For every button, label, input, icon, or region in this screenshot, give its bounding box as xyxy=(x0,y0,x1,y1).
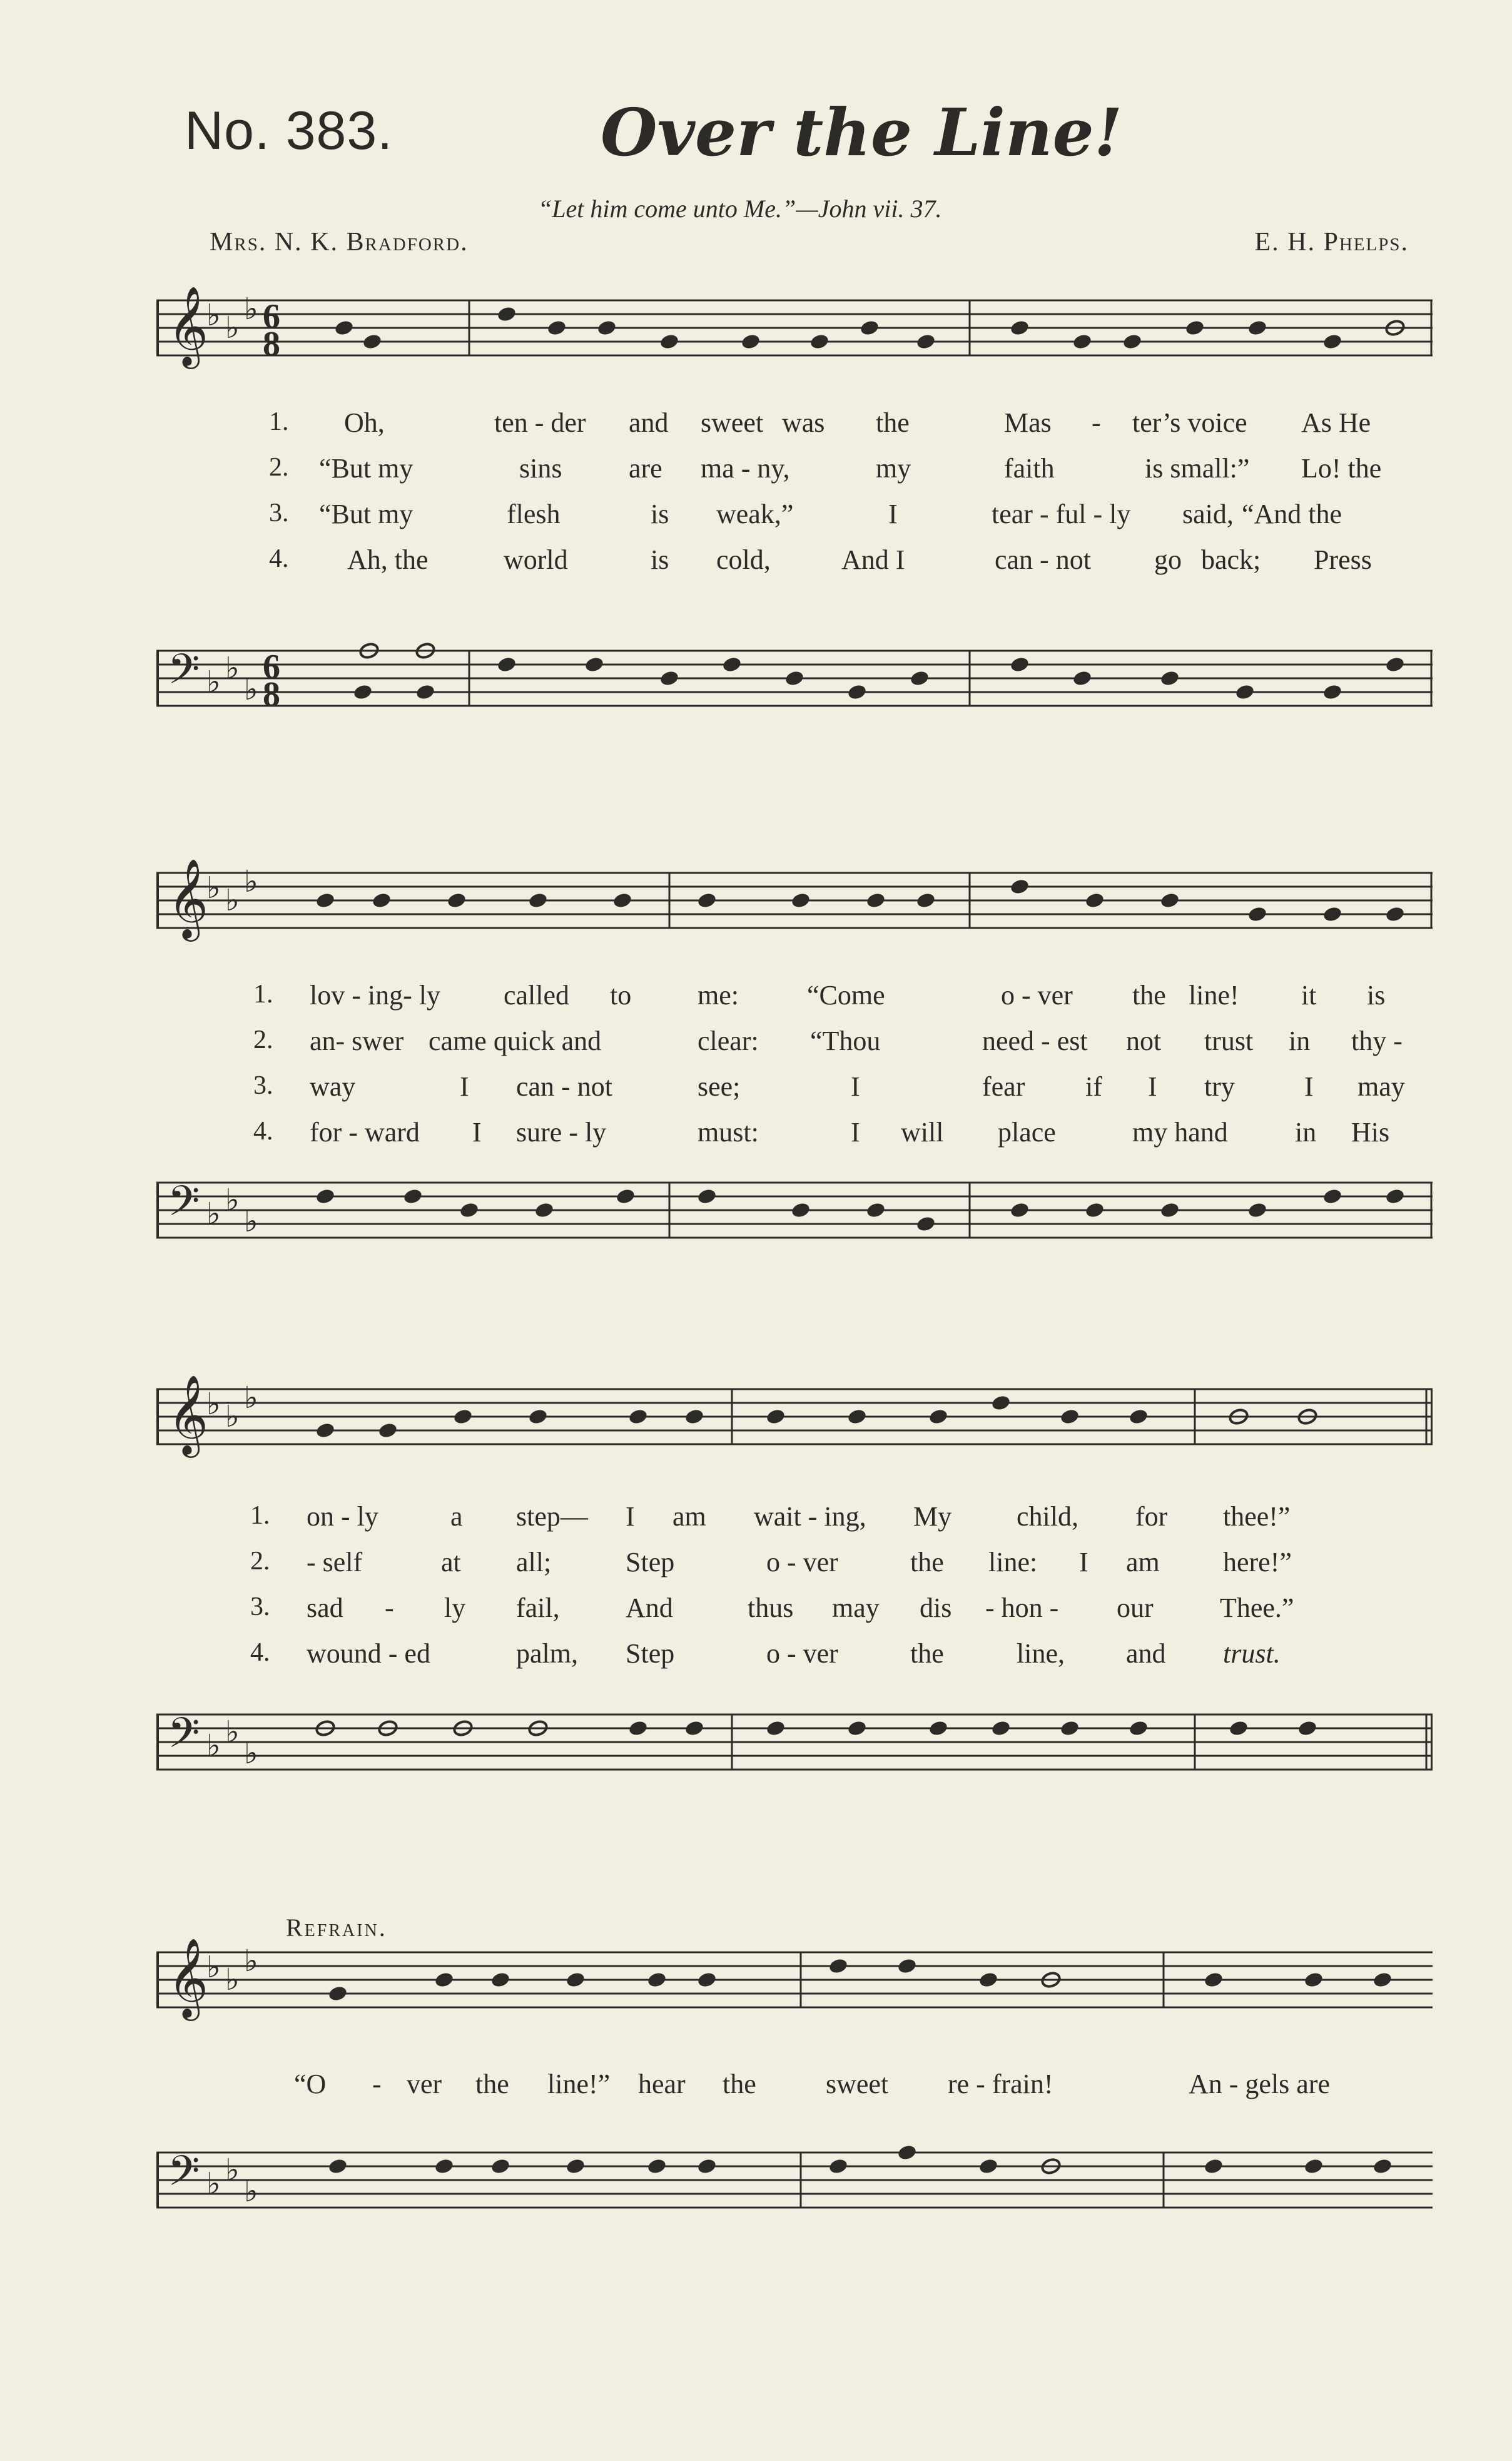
refrain-bass-staff xyxy=(156,2127,1433,2253)
svg-text:♭: ♭ xyxy=(225,884,240,917)
system-1-verse-3: 3. “But my flesh is weak,” I tear - ful - ly said, “And the xyxy=(269,499,1342,529)
svg-text:♭: ♭ xyxy=(206,1388,221,1421)
refrain-treble-staff xyxy=(156,1927,1433,2052)
svg-text:♭: ♭ xyxy=(225,1184,240,1217)
svg-text:♭: ♭ xyxy=(225,1964,240,1997)
refrain-label: Refrain. xyxy=(286,1913,387,1942)
svg-text:♭: ♭ xyxy=(225,312,240,345)
svg-text:♭: ♭ xyxy=(244,1382,258,1415)
svg-text:𝄞: 𝄞 xyxy=(168,858,209,938)
system-2-verse-2: 2. an- swer came quick and clear: “Thou need - est not trust in thy - xyxy=(253,1026,1403,1056)
svg-text:𝄢: 𝄢 xyxy=(168,2147,200,2205)
svg-text:♭: ♭ xyxy=(206,299,221,332)
svg-text:♭: ♭ xyxy=(225,652,240,685)
lyricist-credit: Mrs. N. K. Bradford. xyxy=(210,228,469,257)
composer-credit: E. H. Phelps. xyxy=(1254,228,1409,257)
system-2-verse-3: 3. way I can - not see; I fear if I try I may xyxy=(253,1071,1405,1102)
svg-text:♭: ♭ xyxy=(206,1198,221,1231)
system-1-verse-4: 4. Ah, the world is cold, And I can - not go back; Press xyxy=(269,544,1372,575)
system-2-bass-staff xyxy=(156,1158,1433,1283)
system-2-verse-1: 1. lov - ing- ly called to me: “Come o - ver the line! it is xyxy=(253,980,1386,1011)
svg-text:♭: ♭ xyxy=(244,1737,258,1770)
system-3-verse-1: 1. on - ly a step— I am wait - ing, My child, for thee!” xyxy=(250,1501,1291,1532)
svg-text:♭: ♭ xyxy=(206,2168,221,2201)
svg-text:♭: ♭ xyxy=(225,1400,240,1434)
system-3-verse-2: 2. - self at all; Step o - ver the line: I am here!” xyxy=(250,1547,1292,1577)
svg-text:𝄢: 𝄢 xyxy=(168,1709,200,1767)
hymn-title: Over the Line! xyxy=(601,94,1123,171)
svg-text:♭: ♭ xyxy=(244,1945,258,1978)
svg-text:♭: ♭ xyxy=(225,1716,240,1749)
system-1-verse-2: 2. “But my sins are ma - ny, my faith is small:” Lo! the xyxy=(269,453,1382,484)
svg-text:♭: ♭ xyxy=(206,1951,221,1984)
svg-text:𝄢: 𝄢 xyxy=(168,1177,200,1235)
system-3-verse-4: 4. wound - ed palm, Step o - ver the line, and trust. xyxy=(250,1638,1281,1669)
system-1-treble-staff xyxy=(156,275,1433,400)
svg-text:8: 8 xyxy=(263,675,280,714)
svg-text:8: 8 xyxy=(263,325,280,364)
svg-text:♭: ♭ xyxy=(244,673,258,706)
svg-text:♭: ♭ xyxy=(206,666,221,699)
svg-text:6: 6 xyxy=(263,297,280,336)
svg-text:6: 6 xyxy=(263,648,280,686)
svg-text:𝄞: 𝄞 xyxy=(168,285,209,365)
svg-text:𝄢: 𝄢 xyxy=(168,645,200,703)
svg-text:♭: ♭ xyxy=(244,1205,258,1238)
system-3-verse-3: 3. sad - ly fail, And thus may dis - hon - our Thee.” xyxy=(250,1592,1294,1623)
system-2-verse-4: 4. for - ward I sure - ly must: I will place my hand in His xyxy=(253,1117,1390,1148)
system-3-treble-staff xyxy=(156,1364,1433,1489)
svg-text:𝄞: 𝄞 xyxy=(168,1937,209,2017)
svg-text:♭: ♭ xyxy=(244,865,258,899)
refrain-lyrics: “O - ver the line!” hear the sweet re - frain! An - gels are xyxy=(294,2069,1331,2099)
svg-text:♭: ♭ xyxy=(206,872,221,905)
svg-text:♭: ♭ xyxy=(225,2154,240,2187)
scripture-reference: “Let him come unto Me.”—John vii. 37. xyxy=(538,195,942,223)
hymn-number: No. 383. xyxy=(185,101,393,161)
system-3-bass-staff xyxy=(156,1689,1433,1815)
system-1-verse-1: 1. Oh, ten - der and sweet was the Mas - ter’s voice As He xyxy=(269,407,1371,438)
svg-text:♭: ♭ xyxy=(244,293,258,326)
svg-text:♭: ♭ xyxy=(244,2175,258,2208)
system-1-bass-staff xyxy=(156,626,1433,751)
svg-text:♭: ♭ xyxy=(206,1730,221,1763)
system-2-treble-staff xyxy=(156,848,1433,973)
svg-text:𝄞: 𝄞 xyxy=(168,1374,209,1454)
